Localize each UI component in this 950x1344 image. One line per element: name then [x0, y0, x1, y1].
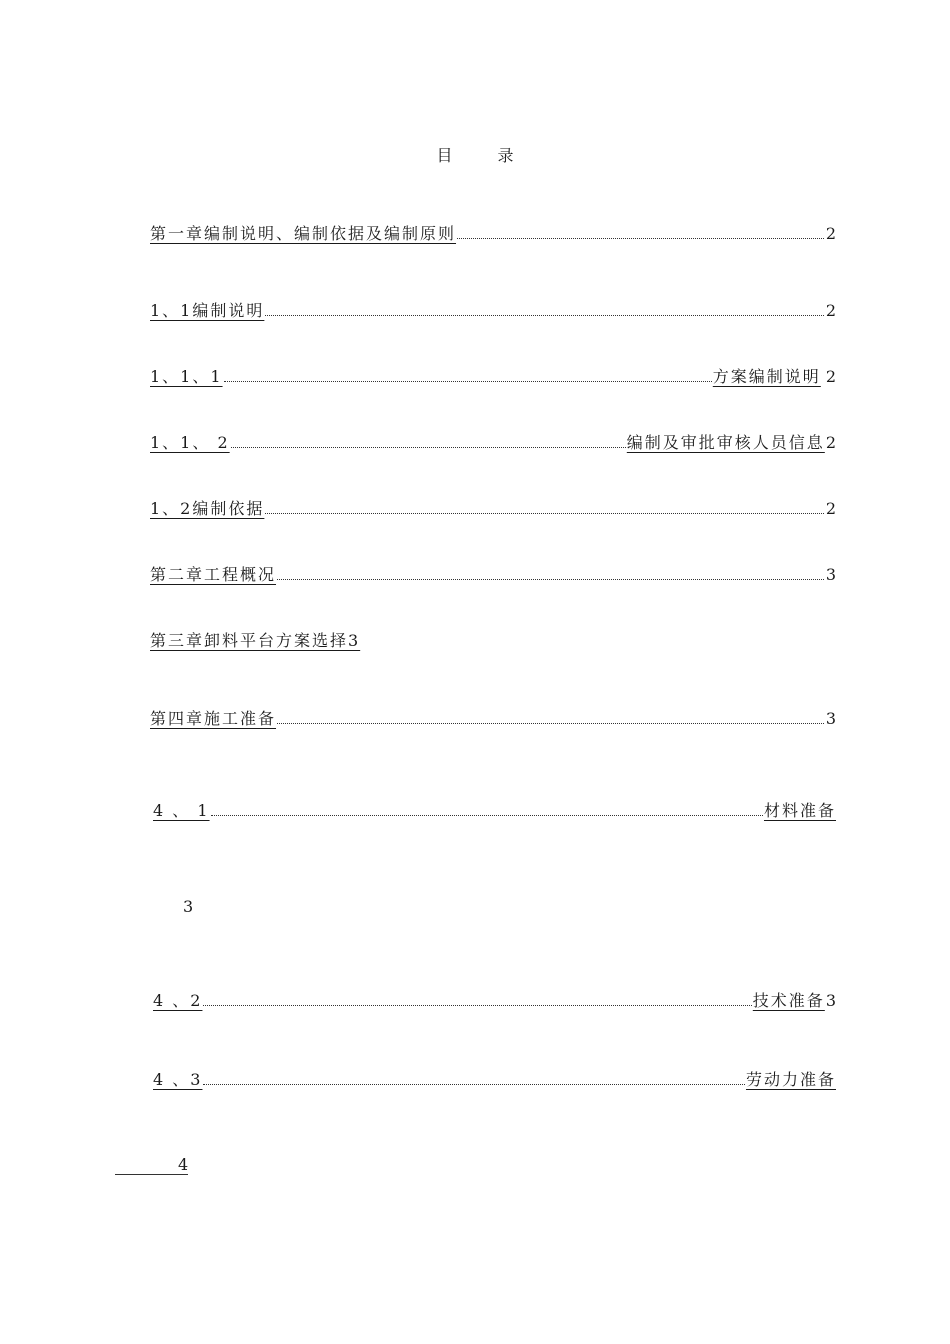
toc-page-number: 2: [825, 499, 836, 518]
toc-entry-label: 4 、 1: [153, 801, 210, 820]
toc-entry-title: 编制及审批审核人员信息: [626, 433, 825, 452]
toc-page-number: 2: [825, 224, 836, 243]
toc-entry-label: 第四章施工准备: [150, 709, 277, 728]
toc-page-number: 3: [825, 991, 836, 1010]
toc-leader-dots: [265, 315, 823, 316]
toc-entry-chapter-1[interactable]: [150, 220, 836, 244]
toc-entry-label: 1、1编制说明: [150, 301, 265, 320]
toc-page-number: 3: [825, 709, 836, 728]
toc-page-number: 2: [825, 301, 836, 320]
toc-page-number: 2: [825, 367, 836, 386]
toc-entry-title: 材料准备: [763, 801, 836, 820]
toc-title: 目 录: [436, 146, 534, 165]
toc-entry-1-1-1[interactable]: [150, 363, 836, 387]
toc-leader-dots: [457, 238, 824, 239]
toc-entry-chapter-4[interactable]: [150, 705, 836, 729]
toc-entry-4-2[interactable]: [150, 987, 836, 1011]
toc-entry-label: 第一章编制说明、编制依据及编制原则: [150, 224, 457, 243]
toc-page-number: 4: [178, 1155, 189, 1174]
toc-entry-title: 方案编制说明: [712, 367, 821, 386]
toc-leader-dots: [203, 1084, 745, 1085]
toc-entry-1-2[interactable]: [150, 495, 836, 519]
toc-page-number: 3: [183, 897, 194, 916]
toc-leader-dots: [224, 381, 712, 382]
toc-entry-label: 1、2编制依据: [150, 499, 265, 518]
toc-entry-label: 4 、3: [153, 1070, 203, 1089]
toc-entry-chapter-3[interactable]: [150, 627, 836, 651]
toc-entry-4-3[interactable]: [150, 1066, 836, 1090]
toc-entry-4-1[interactable]: [150, 797, 836, 821]
toc-leader-dots: [277, 723, 824, 724]
toc-leader-dots: [231, 447, 626, 448]
toc-leader-dots: [265, 513, 823, 514]
toc-entry-label: 1、1、 2: [150, 433, 230, 452]
toc-entry-title: 劳动力准备: [745, 1070, 836, 1089]
toc-entry-1-1-2[interactable]: [150, 429, 836, 453]
toc-entry-title: 技术准备: [752, 991, 825, 1010]
toc-entry-chapter-2[interactable]: [150, 561, 836, 585]
toc-entry-label: 4 、2: [153, 991, 203, 1010]
toc-entry-label: 1、1、1: [150, 367, 223, 386]
toc-entry-1-1[interactable]: [150, 297, 836, 321]
toc-leader-dots: [211, 815, 763, 816]
toc-leader-dots: [277, 579, 824, 580]
toc-page-number: 3: [825, 565, 836, 584]
toc-leader-dots: [203, 1005, 751, 1006]
toc-entry-label: 第二章工程概况: [150, 565, 277, 584]
toc-page-number: 2: [825, 433, 836, 452]
toc-entry-label: 第三章卸料平台方案选择3: [150, 631, 361, 650]
